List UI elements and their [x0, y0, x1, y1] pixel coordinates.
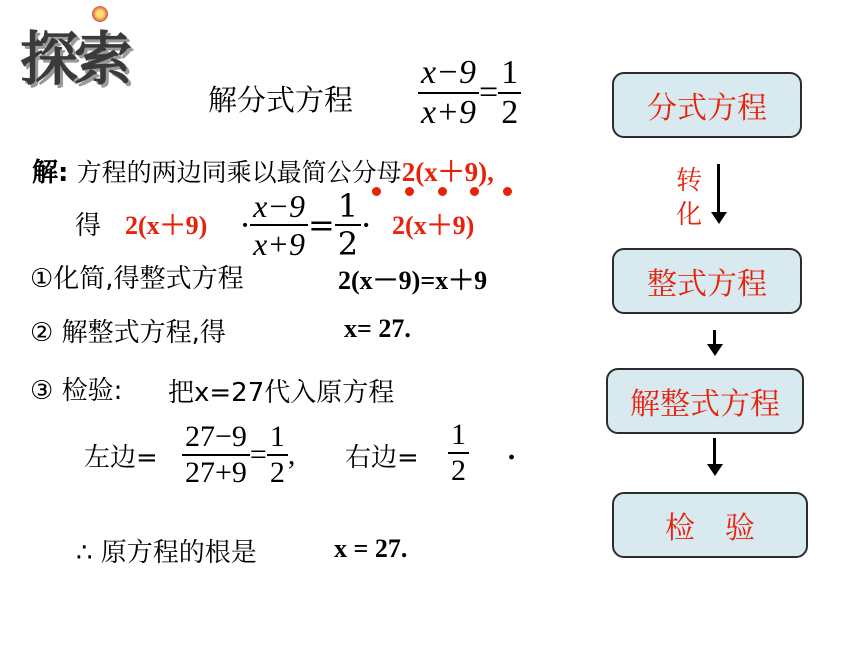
- line2-equation: [240, 187, 372, 263]
- emphasis-dot: [470, 187, 479, 196]
- right-num: 1: [448, 420, 469, 454]
- left-num: 27−9: [182, 422, 250, 456]
- line2-rden: 2: [337, 225, 359, 263]
- step1-label: ①化简,得整式方程: [30, 264, 244, 294]
- flow-box-verify: 检 验: [612, 492, 808, 558]
- flow-arrow-1-shaft: [717, 164, 720, 214]
- left-side-equation: [182, 422, 295, 488]
- line2-dot2: ·: [361, 206, 372, 244]
- check-comma: ,: [287, 438, 296, 471]
- step2-equation: x= 27.: [344, 314, 411, 343]
- header-equation: [418, 56, 521, 130]
- emphasis-dot: [372, 187, 381, 196]
- left-rnum: 1: [267, 422, 288, 456]
- line2-den: x+9: [253, 226, 305, 262]
- step2-label: ② 解整式方程,得: [30, 318, 226, 348]
- flow-box-integral-equation: 整式方程: [612, 248, 802, 314]
- conclusion-equation: x = 27.: [334, 534, 408, 563]
- line2-num: x−9: [250, 190, 308, 226]
- flow-box-solve-integral: 解整式方程: [606, 368, 804, 434]
- line2-dot: ·: [240, 206, 251, 244]
- header-eq-left-num: x−9: [418, 56, 479, 94]
- header-eq-sign: =: [479, 74, 499, 111]
- conclusion-label: ∴ 原方程的根是: [76, 538, 257, 568]
- emphasis-dot: [438, 187, 447, 196]
- flow-box-fractional-equation: 分式方程: [612, 72, 802, 138]
- right-side-value: [448, 420, 469, 486]
- solution-line-1: [32, 150, 494, 189]
- flow-arrow-2-head: [707, 344, 723, 356]
- solution-line1-text: 方程的两边同乘以最简公分母: [76, 158, 402, 187]
- step3-label: ③ 检验:: [30, 376, 123, 406]
- header-eq-right-num: 1: [498, 56, 521, 94]
- flow-arrow-3-head: [707, 464, 723, 476]
- left-den: 27+9: [185, 456, 247, 489]
- header-eq-left-den: x+9: [421, 94, 477, 131]
- solution-lcd: 2(x＋9),: [401, 157, 494, 187]
- flow-arrow-3-shaft: [713, 438, 716, 466]
- line2-multiplier-b: 2(x＋9): [392, 211, 475, 240]
- check-period: .: [507, 436, 517, 466]
- header-label: 解分式方程: [208, 83, 354, 117]
- right-den: 2: [451, 454, 466, 487]
- convert-label-2: 化: [676, 200, 703, 230]
- line2-multiplier-a: 2(x＋9): [125, 211, 208, 240]
- line2-rnum: 1: [335, 190, 361, 226]
- line2-eq: =: [307, 206, 335, 244]
- page-title: 探索: [20, 25, 129, 93]
- header-eq-right-den: 2: [501, 94, 519, 131]
- convert-label-1: 转: [676, 166, 703, 196]
- step1-equation: 2(x－9)=x＋9: [338, 266, 488, 295]
- right-side-label: 右边=: [345, 443, 419, 473]
- emphasis-dot: [405, 187, 414, 196]
- flow-arrow-1-head: [711, 212, 727, 224]
- left-eq: =: [249, 438, 267, 471]
- solution-prefix: 解:: [32, 158, 69, 188]
- line2-de: 得: [75, 211, 102, 241]
- left-rden: 2: [269, 456, 285, 489]
- emphasis-dot: [503, 187, 512, 196]
- step3-text: 把x=27代入原方程: [168, 378, 395, 408]
- left-side-label: 左边=: [84, 443, 158, 473]
- lamp-icon: [92, 6, 108, 22]
